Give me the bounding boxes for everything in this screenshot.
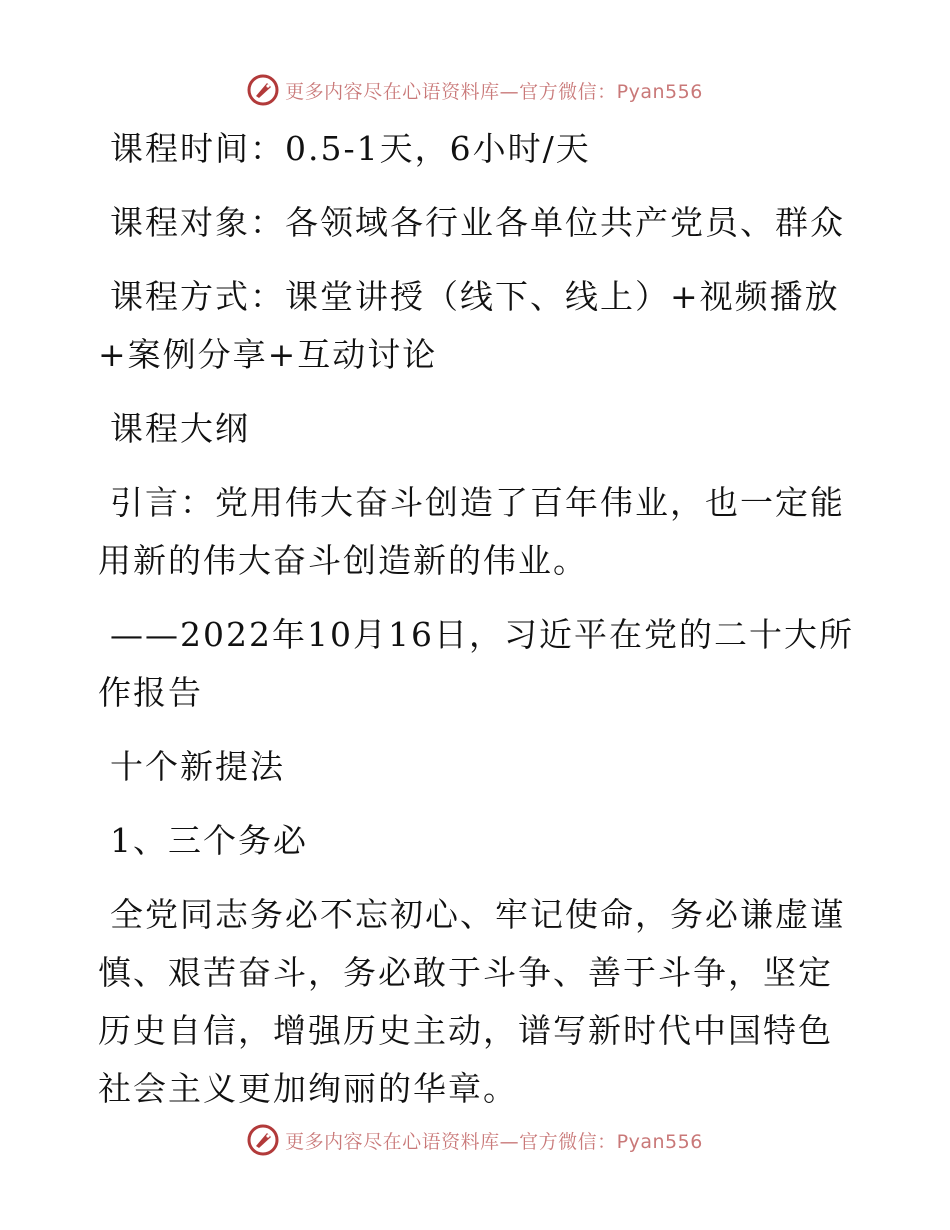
pen-nib-circle-logo-icon [247,1124,279,1156]
watermark-banner-top [0,70,950,110]
heading-three-musts: 1、三个务必 [110,821,308,860]
paragraph-three-musts-body: 全党同志务必不忘初心、牢记使命，务必谦虚谨慎、艰苦奋斗，务必敢于斗争、善于斗争，坚定历史自信，增强历史主动，谱写新时代中国特色社会主义更加绚丽的华章。 [98,895,845,1108]
watermark-text: 更多内容尽在心语资料库—官方微信：Pyan556 [285,80,703,103]
paragraph-course-method: 课程方式：课堂讲授（线下、线上）+视频播放+案例分享+互动讨论 [98,277,840,374]
document-body [98,120,858,1134]
watermark-banner-bottom [0,1120,950,1160]
paragraph-course-time: 课程时间：0.5-1天，6小时/天 [110,129,591,168]
heading-ten-new-formulations: 十个新提法 [110,747,285,786]
pen-nib-circle-logo-icon [247,74,279,106]
heading-course-outline: 课程大纲 [110,409,250,448]
paragraph-introduction: 引言：党用伟大奋斗创造了百年伟业，也一定能用新的伟大奋斗创造新的伟业。 [98,483,845,580]
paragraph-citation: ——2022年10月16日，习近平在党的二十大所作报告 [98,615,854,712]
paragraph-course-audience: 课程对象：各领域各行业各单位共产党员、群众 [110,203,845,242]
watermark-text: 更多内容尽在心语资料库—官方微信：Pyan556 [285,1130,703,1153]
